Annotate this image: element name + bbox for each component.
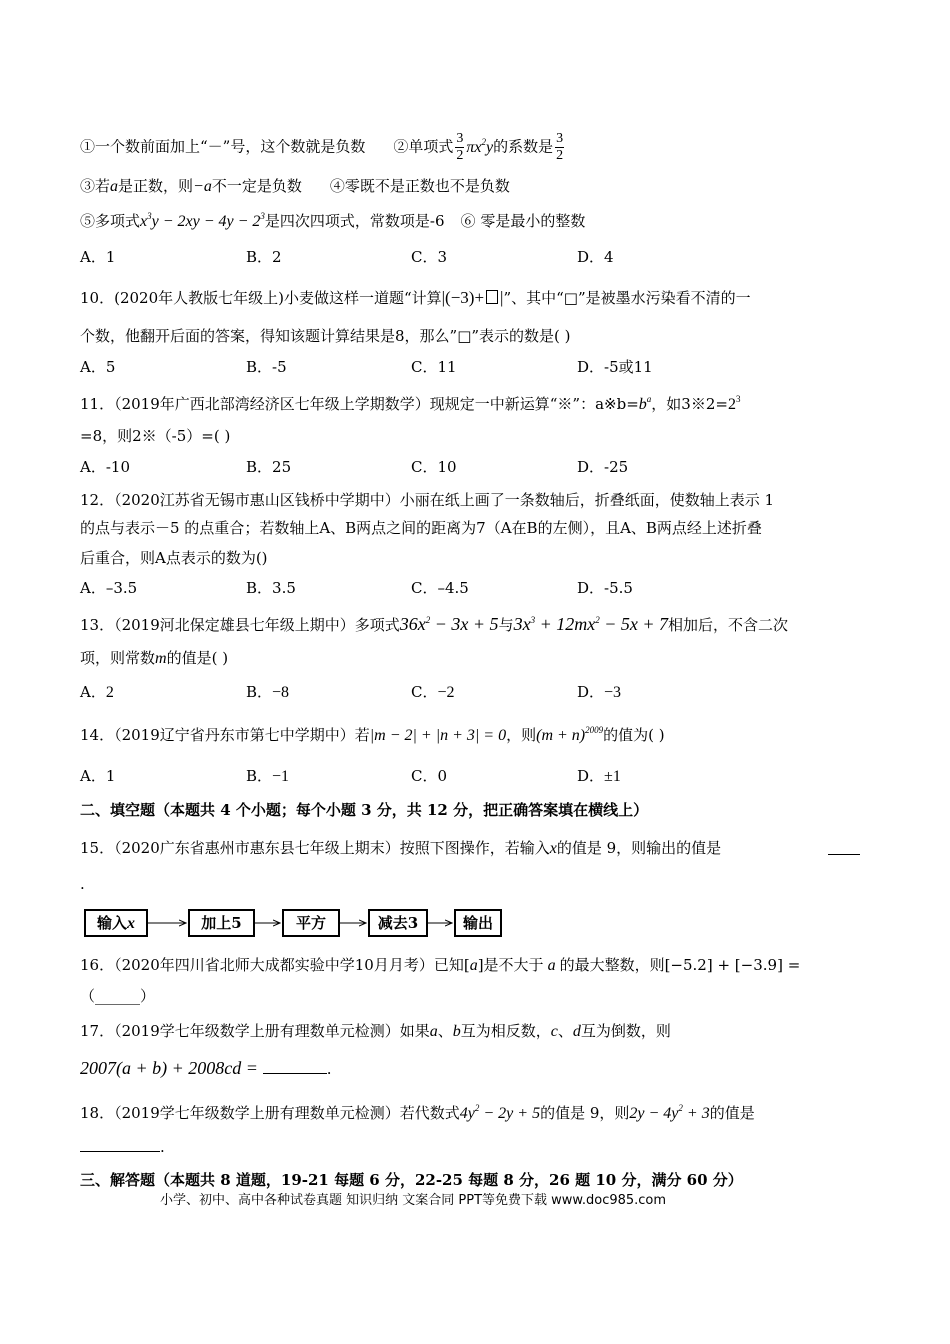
q14-option-a[interactable]: A．1: [80, 767, 116, 785]
q13-option-c[interactable]: C．−2: [411, 683, 455, 701]
q12-text-2: 的点与表示－5 的点重合；若数轴上A、B两点之间的距离为7（A在B的左侧），且A、B两点经上述折叠: [80, 519, 762, 537]
q9-statement-5-6: ⑤多项式$x^3y - 2xy - 4y - 2^3$是四次四项式，常数项是-6 ⑥ 零是最小的整数: [80, 211, 586, 230]
q18-answer-line: .: [80, 1137, 165, 1157]
fraction-three-halves: $\frac{3}{2}$: [456, 131, 464, 163]
q12-option-b[interactable]: B．3.5: [246, 579, 296, 597]
section-3-heading: 三、解答题（本题共 8 道题，19-21 每题 6 分，22-25 每题 8 分，26 题 10 分，满分 60 分）: [80, 1171, 743, 1189]
flow-step-sub3: 减去3: [368, 909, 428, 937]
q15-text-1: 15．（2020广东省惠州市惠东县七年级上期末）按照下图操作，若输入x的值是 9，则输出的值是: [80, 839, 722, 857]
q11-option-d[interactable]: D．-25: [577, 458, 629, 476]
q12-text-1: 12．（2020江苏省无锡市惠山区钱桥中学期中）小丽在纸上画了一条数轴后，折叠纸面，使数轴上表示 1: [80, 491, 775, 509]
flow-step-add5: 加上5: [188, 909, 255, 937]
fraction-three-halves-2: $\frac{3}{2}$: [556, 131, 564, 163]
q11-option-c[interactable]: C．10: [411, 458, 457, 476]
q11-text-1: 11．（2019年广西北部湾经济区七年级上学期数学）现规定一中新运算“※”：$a※b=b^a$，如$3※2=2^3$: [80, 394, 741, 413]
q16-answer-blank[interactable]: （______）: [80, 987, 156, 1005]
q14-option-d[interactable]: D．±1: [577, 767, 621, 785]
q13-text-2: 项，则常数m的值是( ): [80, 649, 229, 667]
q12-text-3: 后重合，则A点表示的数为(): [80, 549, 268, 567]
q9-option-c[interactable]: C．3: [411, 248, 448, 266]
q15-period: .: [80, 875, 85, 893]
q14-option-c[interactable]: C．0: [411, 767, 448, 785]
q17-text-1: 17．（2019学七年级数学上册有理数单元检测）如果a、b互为相反数，c、d互为倒数，则: [80, 1022, 671, 1040]
q10-option-d[interactable]: D．-5或11: [577, 358, 653, 376]
q9-statement-3-4: ③若a是正数，则−a不一定是负数 ④零既不是正数也不是负数: [80, 177, 510, 195]
q13-text-1: 13．（2019河北保定雄县七年级上期中）多项式$36x^2 - 3x + 5$与$3x^3 + 12mx^2 - 5x + 7$相加后，不含二次: [80, 614, 789, 634]
q17-text-2: 2007(a + b) + 2008cd = .: [80, 1058, 332, 1078]
q10-text-2: 个数，他翻开后面的答案，得知该题计算结果是8，那么”□”表示的数是( ): [80, 327, 571, 345]
q12-option-a[interactable]: A．–3.5: [80, 579, 138, 597]
q15-answer-blank[interactable]: [828, 854, 860, 855]
q9-option-b[interactable]: B．2: [246, 248, 282, 266]
q11-option-b[interactable]: B．25: [246, 458, 292, 476]
q10-option-c[interactable]: C．11: [411, 358, 457, 376]
q18-answer-blank[interactable]: [80, 1151, 160, 1152]
q9-option-d[interactable]: D．4: [577, 248, 614, 266]
q18-text-1: 18．（2019学七年级数学上册有理数单元检测）若代数式$4y^2 - 2y + 5$的值是 9，则$2y - 4y^2 + 3$的值是: [80, 1103, 755, 1122]
q11-option-a[interactable]: A．-10: [80, 458, 130, 476]
q10-option-b[interactable]: B．-5: [246, 358, 287, 376]
q14-option-b[interactable]: B．−1: [246, 767, 290, 785]
q16-text-1: 16．（2020年四川省北师大成都实验中学10月月考）已知[a]是不大于 a 的最大整数，则[−5.2] + [−3.9] =: [80, 956, 801, 974]
q9-option-a[interactable]: A．1: [80, 248, 116, 266]
q12-option-d[interactable]: D．-5.5: [577, 579, 633, 597]
q13-option-d[interactable]: D．−3: [577, 683, 622, 701]
q15-flowchart: [84, 909, 504, 939]
q12-option-c[interactable]: C．–4.5: [411, 579, 469, 597]
q14-text-1: 14．（2019辽宁省丹东市第七中学期中）若|m − 2| + |n + 3| = 0，则$(m + n)^{2009}$的值为( ): [80, 725, 665, 744]
q9-statement-1-2: ①一个数前面加上“－”号，这个数就是负数 ②单项式 $\frac{3}{2}$ $\pi x^2y$的系数是 $\frac{3}{2}$: [80, 131, 564, 163]
footer-banner: 小学、初中、高中各种试卷真题 知识归纳 文案合同 PPT等免费下载 www.doc985.com: [160, 1193, 667, 1208]
flow-step-input: 输入x: [84, 909, 148, 937]
q11-text-2: =8，则2※（-5）=( ): [80, 427, 231, 445]
q10-option-a[interactable]: A．5: [80, 358, 116, 376]
q17-answer-blank[interactable]: [263, 1073, 327, 1074]
section-2-heading: 二、填空题（本题共 4 个小题；每个小题 3 分，共 12 分，把正确答案填在横线上）: [80, 801, 649, 819]
q13-option-b[interactable]: B．−8: [246, 683, 290, 701]
flow-step-output: 输出: [454, 909, 502, 937]
q13-option-a[interactable]: A．2: [80, 683, 114, 701]
q10-text-1: 10．(2020年人教版七年级上)小麦做这样一道题“计算|(−3)+ |”、其中“□”是被墨水污染看不清的一: [80, 288, 751, 307]
ink-blot-square: [486, 290, 498, 304]
flow-step-square: 平方: [282, 909, 340, 937]
